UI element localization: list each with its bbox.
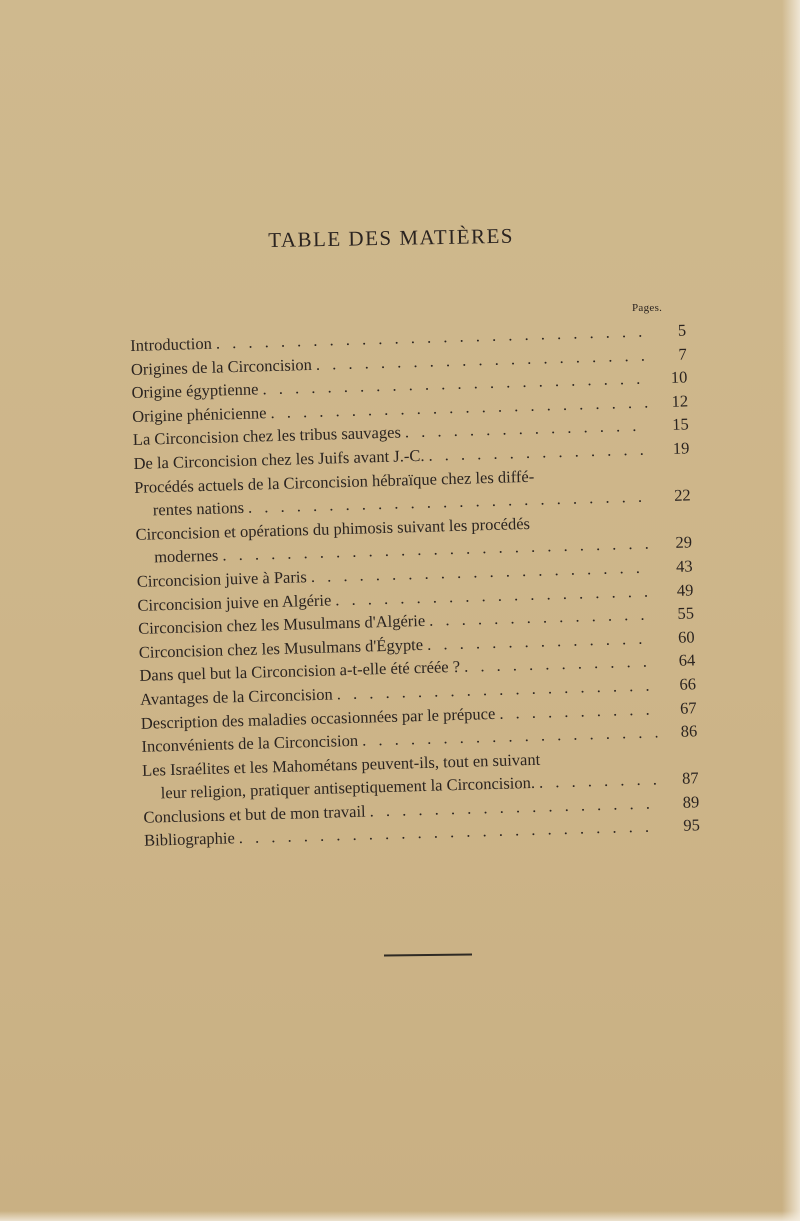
toc-entry-label: Description des maladies occasionnées par le prépuce	[140, 703, 496, 733]
toc-entry-label-continued: leur religion, pratiquer antiseptiquement la Circoncision.	[160, 773, 536, 803]
dot-leader	[464, 652, 656, 677]
toc-entry-page: 49	[676, 579, 694, 600]
toc-entry-label: Introduction	[130, 333, 213, 355]
toc-entry-page: 19	[672, 438, 690, 458]
toc-entry-page: 95	[683, 815, 701, 836]
toc-entry-page: 29	[675, 532, 693, 553]
toc-entry-label: La Circoncision chez les tribus sauvages	[132, 422, 402, 450]
toc-entry-label: Circoncision et opérations du phimosis suivant les procédés	[135, 513, 531, 544]
page-edge-bottom	[0, 1211, 800, 1221]
toc-entry-label: Circoncision chez les Musulmans d'Algérie	[137, 610, 426, 639]
toc-entry-label: Circoncision chez les Musulmans d'Égypte	[138, 634, 424, 662]
toc-entry-label-continued: rentes nations	[152, 498, 245, 520]
toc-entry-page: 86	[680, 721, 698, 741]
toc-entry-label: Avantages de la Circoncision	[139, 684, 333, 709]
toc-entry-page: 55	[677, 603, 695, 623]
toc-entry-page: 60	[677, 627, 695, 647]
toc-entry-label: Origine phénicienne	[131, 403, 267, 426]
toc-entry-label-continued: modernes	[153, 545, 219, 567]
end-rule	[384, 954, 472, 957]
pages-column-label: Pages.	[632, 302, 663, 314]
toc-entry-label: Inconvénients de la Circoncision	[141, 730, 359, 756]
toc-entry-label: Circoncision juive en Algérie	[137, 590, 332, 615]
toc-entry-page: 15	[671, 414, 689, 435]
table-of-contents	[130, 320, 700, 854]
toc-entry-page: 67	[679, 697, 697, 718]
toc-entry-label: Conclusions et but de mon travail	[143, 801, 366, 827]
toc-entry-page: 22	[673, 485, 691, 506]
toc-entry-label: De la Circoncision chez les Juifs avant J.-C.	[133, 445, 425, 473]
toc-entry-label: Bibliographie	[143, 828, 236, 851]
toc-entry-page: 10	[670, 367, 688, 388]
toc-entry-label: Les Israélites et les Mahométans peuvent-ils, tout en suivant	[141, 749, 541, 780]
toc-entry-label: Origines de la Circoncision	[130, 354, 313, 379]
dot-leader	[499, 699, 657, 723]
toc-entry-page: 12	[671, 391, 689, 411]
toc-entry-label: Procédés actuels de la Circoncision hébraïque chez les diffé-	[133, 466, 535, 497]
toc-entry-label: Circoncision juive à Paris	[136, 567, 308, 591]
toc-entry-page: 66	[679, 674, 697, 694]
toc-entry-page: 7	[678, 344, 687, 364]
toc-entry-page: 5	[677, 320, 687, 340]
toc-entry-page: 87	[681, 768, 699, 789]
toc-entry-page: 89	[682, 792, 700, 812]
toc-entry-label: Dans quel but la Circoncision a-t-elle été créée ?	[139, 657, 461, 686]
page-edge-right	[782, 0, 800, 1221]
dot-leader	[539, 770, 659, 793]
toc-entry-label: Origine égyptienne	[131, 379, 259, 403]
toc-entry-page: 64	[678, 650, 696, 671]
page-title: TABLE DES MATIÈRES	[268, 223, 515, 252]
toc-entry-page: 43	[675, 556, 693, 576]
